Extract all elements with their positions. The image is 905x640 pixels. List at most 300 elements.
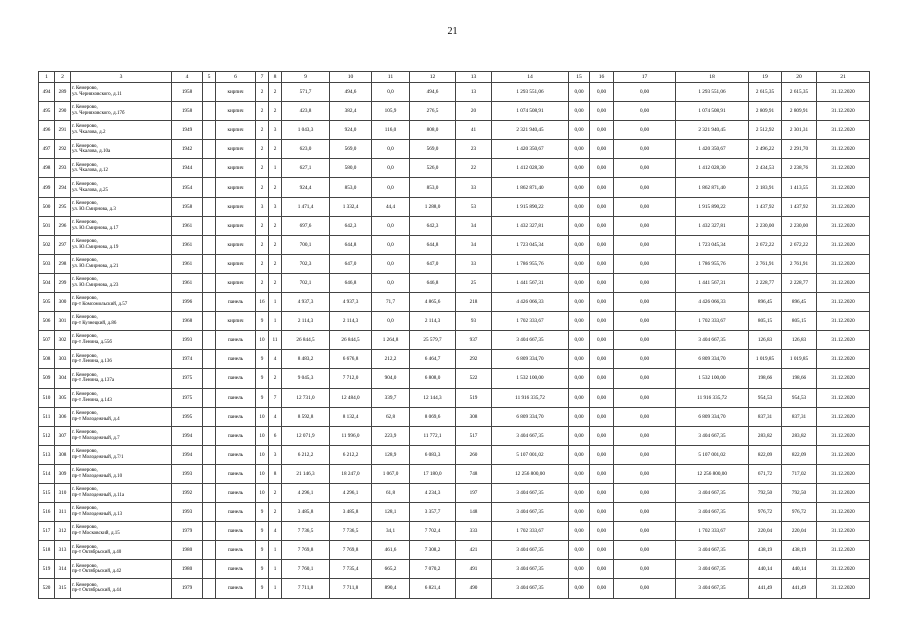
cell-c19: 2 672,22: [749, 235, 782, 254]
address-street: пр-т Молодежный, д.11а: [72, 493, 125, 499]
cell-c21: 31.12.2020: [817, 522, 870, 541]
cell-a11: 128,1: [372, 503, 410, 522]
cell-mat: панель: [216, 503, 256, 522]
cell-c21: 31.12.2020: [817, 369, 870, 388]
cell-c19: 2 183,91: [749, 178, 782, 197]
cell-c16: 0,00: [590, 350, 614, 369]
address-street: пр-т Московский, д.15: [72, 531, 120, 537]
cell-a12: 6 808,0: [410, 369, 456, 388]
cell-a12: 1 288,0: [410, 197, 456, 216]
cell-c19: 671,72: [749, 464, 782, 483]
cell-n: 518: [39, 541, 55, 560]
cell-n: 498: [39, 159, 55, 178]
cell-year: 1961: [172, 254, 203, 273]
cell-c13: 292: [456, 350, 492, 369]
table-row: [39, 388, 870, 407]
cell-c15: 0,00: [569, 464, 590, 483]
address-city: г. Кемерово,: [72, 582, 98, 588]
cell-c14: 1 441 567,31: [492, 273, 569, 292]
cell-year: 1975: [172, 369, 203, 388]
cell-c20: 2 291,70: [782, 140, 817, 159]
cell-c21: 31.12.2020: [817, 121, 870, 140]
cell-c18: 1 432 327,81: [676, 216, 749, 235]
cell-a11: 1 067,0: [372, 464, 410, 483]
cell-c16: 0,00: [590, 503, 614, 522]
address-city: г. Кемерово,: [72, 181, 98, 187]
cell-c13: 53: [456, 197, 492, 216]
address-cell: [71, 159, 172, 178]
address-cell: [71, 83, 172, 102]
cell-c5: [203, 102, 216, 121]
cell-a11: 0,0: [372, 83, 410, 102]
cell-c16: 0,00: [590, 426, 614, 445]
column-header: 12: [410, 72, 456, 83]
table-row: [39, 178, 870, 197]
cell-c13: 260: [456, 445, 492, 464]
cell-c19: 220,04: [749, 522, 782, 541]
cell-c13: 23: [456, 140, 492, 159]
cell-en: 3: [269, 197, 282, 216]
cell-c18: 1 862 871,40: [676, 178, 749, 197]
cell-mat: кирпич: [216, 178, 256, 197]
cell-c19: 2 230,00: [749, 216, 782, 235]
cell-c21: 31.12.2020: [817, 273, 870, 292]
cell-c5: [203, 235, 216, 254]
address-city: г. Кемерово,: [72, 105, 98, 111]
address-city: г. Кемерово,: [72, 487, 98, 493]
cell-c5: [203, 445, 216, 464]
cell-c14: 2 321 940,45: [492, 121, 569, 140]
address-city: г. Кемерово,: [72, 239, 98, 244]
cell-fl: 10: [256, 426, 269, 445]
cell-c15: 0,00: [569, 331, 590, 350]
address-street: ул. Чкалова, д.10а: [72, 149, 111, 155]
column-header: 1: [39, 72, 55, 83]
cell-c19: 954,53: [749, 388, 782, 407]
cell-mat: кирпич: [216, 235, 256, 254]
cell-n: 514: [39, 464, 55, 483]
cell-fl: 9: [256, 541, 269, 560]
cell-c19: 283,82: [749, 426, 782, 445]
cell-c17: 0,00: [614, 445, 676, 464]
cell-c17: 0,00: [614, 83, 676, 102]
cell-c13: 13: [456, 83, 492, 102]
address-cell: [71, 483, 172, 502]
cell-c15: 0,00: [569, 541, 590, 560]
address-street: ул. Чкалова, д.25: [72, 187, 108, 193]
cell-fl: 2: [256, 121, 269, 140]
cell-year: 1994: [172, 426, 203, 445]
cell-c21: 31.12.2020: [817, 254, 870, 273]
cell-c5: [203, 159, 216, 178]
table-row: [39, 503, 870, 522]
address-cell: [71, 140, 172, 159]
cell-c5: [203, 350, 216, 369]
cell-a11: 62,8: [372, 407, 410, 426]
cell-c17: 0,00: [614, 102, 676, 121]
cell-a10: 7 712,0: [330, 369, 372, 388]
address-city: г. Кемерово,: [72, 143, 98, 149]
cell-c16: 0,00: [590, 483, 614, 502]
cell-n: 513: [39, 445, 55, 464]
cell-c5: [203, 140, 216, 159]
cell-en: 1: [269, 312, 282, 331]
cell-year: 1961: [172, 216, 203, 235]
cell-n: 504: [39, 273, 55, 292]
cell-id: 308: [55, 445, 71, 464]
cell-c14: 11 916 335,72: [492, 388, 569, 407]
cell-n: 497: [39, 140, 55, 159]
cell-a9: 3 485,8: [282, 503, 330, 522]
column-header: 7: [256, 72, 269, 83]
cell-en: 2: [269, 235, 282, 254]
cell-c16: 0,00: [590, 522, 614, 541]
address-cell: [71, 235, 172, 254]
cell-c13: 33: [456, 178, 492, 197]
address-city: г. Кемерово,: [72, 391, 98, 397]
cell-year: 1974: [172, 350, 203, 369]
column-header: 16: [590, 72, 614, 83]
cell-c21: 31.12.2020: [817, 483, 870, 502]
cell-c20: 2 228,77: [782, 273, 817, 292]
cell-year: 1980: [172, 541, 203, 560]
cell-a9: 697,6: [282, 216, 330, 235]
cell-c13: 22: [456, 159, 492, 178]
cell-a12: 276,5: [410, 102, 456, 121]
cell-c20: 438,19: [782, 541, 817, 560]
cell-a9: 423,8: [282, 102, 330, 121]
cell-c18: 3 404 667,35: [676, 426, 749, 445]
cell-c14: 3 404 667,35: [492, 560, 569, 579]
cell-en: 6: [269, 426, 282, 445]
cell-fl: 2: [256, 140, 269, 159]
cell-c5: [203, 369, 216, 388]
address-street: пр-т Ленина, д.55б: [72, 340, 112, 346]
cell-c13: 25: [456, 273, 492, 292]
cell-mat: кирпич: [216, 197, 256, 216]
address-city: г. Кемерово,: [72, 525, 98, 531]
table-row: [39, 83, 870, 102]
cell-c19: 441,49: [749, 579, 782, 598]
address-city: г. Кемерово,: [72, 372, 98, 378]
address-city: г. Кемерово,: [72, 124, 98, 130]
cell-mat: панель: [216, 522, 256, 541]
cell-c21: 31.12.2020: [817, 293, 870, 312]
cell-c21: 31.12.2020: [817, 178, 870, 197]
cell-c13: 522: [456, 369, 492, 388]
cell-a10: 853,0: [330, 178, 372, 197]
cell-c21: 31.12.2020: [817, 83, 870, 102]
cell-c13: 34: [456, 216, 492, 235]
column-header: 17: [614, 72, 676, 83]
cell-a12: 808,0: [410, 121, 456, 140]
cell-en: 11: [269, 331, 282, 350]
cell-id: 299: [55, 273, 71, 292]
cell-n: 505: [39, 293, 55, 312]
cell-fl: 2: [256, 254, 269, 273]
cell-a10: 7 735,4: [330, 560, 372, 579]
column-header: 4: [172, 72, 203, 83]
cell-c14: 6 809 334,70: [492, 350, 569, 369]
address-street: ул. Чкалова, д.2: [72, 130, 106, 136]
cell-c21: 31.12.2020: [817, 216, 870, 235]
cell-a10: 642,3: [330, 216, 372, 235]
cell-c14: 3 404 667,35: [492, 503, 569, 522]
cell-c18: 2 321 940,45: [676, 121, 749, 140]
cell-a11: 890,4: [372, 579, 410, 598]
cell-n: 510: [39, 388, 55, 407]
cell-c15: 0,00: [569, 483, 590, 502]
cell-a11: 71,7: [372, 293, 410, 312]
cell-a10: 1 332,4: [330, 197, 372, 216]
cell-c19: 792,50: [749, 483, 782, 502]
cell-c13: 34: [456, 235, 492, 254]
cell-id: 312: [55, 522, 71, 541]
cell-a12: 853,0: [410, 178, 456, 197]
cell-mat: кирпич: [216, 273, 256, 292]
cell-c16: 0,00: [590, 102, 614, 121]
cell-a11: 665,2: [372, 560, 410, 579]
cell-c15: 0,00: [569, 522, 590, 541]
cell-fl: 2: [256, 235, 269, 254]
cell-mat: панель: [216, 560, 256, 579]
cell-a9: 700,1: [282, 235, 330, 254]
cell-c17: 0,00: [614, 178, 676, 197]
cell-a10: 2 114,3: [330, 312, 372, 331]
table-row: [39, 407, 870, 426]
cell-a10: 18 247,0: [330, 464, 372, 483]
cell-id: 313: [55, 541, 71, 560]
cell-c14: 1 532 100,00: [492, 369, 569, 388]
cell-c14: 1 786 955,76: [492, 254, 569, 273]
cell-c5: [203, 331, 216, 350]
cell-c19: 976,72: [749, 503, 782, 522]
cell-year: 1958: [172, 83, 203, 102]
address-cell: [71, 102, 172, 121]
cell-year: 1942: [172, 140, 203, 159]
cell-c15: 0,00: [569, 178, 590, 197]
cell-id: 310: [55, 483, 71, 502]
table-row: [39, 140, 870, 159]
address-city: г. Кемерово,: [72, 296, 98, 302]
cell-a10: 8 132,4: [330, 407, 372, 426]
column-header: 10: [330, 72, 372, 83]
cell-c14: 1 915 890,22: [492, 197, 569, 216]
cell-c18: 1 441 567,31: [676, 273, 749, 292]
cell-id: 301: [55, 312, 71, 331]
cell-a12: 25 579,7: [410, 331, 456, 350]
cell-a11: 0,0: [372, 178, 410, 197]
cell-n: 503: [39, 254, 55, 273]
cell-id: 298: [55, 254, 71, 273]
cell-fl: 10: [256, 483, 269, 502]
cell-year: 1944: [172, 159, 203, 178]
address-street: пр-т Ленина, д.143: [72, 397, 112, 403]
cell-c17: 0,00: [614, 121, 676, 140]
cell-a10: 644,8: [330, 235, 372, 254]
cell-c18: 3 404 667,35: [676, 483, 749, 502]
cell-a11: 339,7: [372, 388, 410, 407]
cell-en: 8: [269, 464, 282, 483]
cell-a12: 6 464,7: [410, 350, 456, 369]
cell-c15: 0,00: [569, 312, 590, 331]
address-street: ул. Ю.Смирнова, д.3: [72, 206, 116, 212]
cell-mat: кирпич: [216, 312, 256, 331]
cell-c16: 0,00: [590, 312, 614, 331]
cell-a12: 11 772,1: [410, 426, 456, 445]
cell-c18: 1 702 333,67: [676, 312, 749, 331]
cell-c15: 0,00: [569, 369, 590, 388]
cell-c5: [203, 312, 216, 331]
cell-c16: 0,00: [590, 178, 614, 197]
cell-c15: 0,00: [569, 254, 590, 273]
cell-c20: 1 437,92: [782, 197, 817, 216]
cell-en: 2: [269, 178, 282, 197]
cell-year: 1980: [172, 560, 203, 579]
cell-c20: 126,83: [782, 331, 817, 350]
cell-a11: 0,0: [372, 312, 410, 331]
cell-mat: панель: [216, 483, 256, 502]
cell-a9: 8 592,8: [282, 407, 330, 426]
cell-year: 1954: [172, 178, 203, 197]
cell-id: 300: [55, 293, 71, 312]
cell-c14: 6 809 334,70: [492, 407, 569, 426]
address-cell: [71, 312, 172, 331]
cell-en: 2: [269, 273, 282, 292]
cell-id: 293: [55, 159, 71, 178]
cell-c20: 220,04: [782, 522, 817, 541]
address-city: г. Кемерово,: [72, 258, 98, 264]
cell-year: 1994: [172, 445, 203, 464]
cell-en: 2: [269, 216, 282, 235]
cell-year: 1993: [172, 331, 203, 350]
address-cell: [71, 293, 172, 312]
cell-c15: 0,00: [569, 579, 590, 598]
cell-c14: 1 420 350,67: [492, 140, 569, 159]
cell-c16: 0,00: [590, 254, 614, 273]
cell-c17: 0,00: [614, 254, 676, 273]
cell-n: 515: [39, 483, 55, 502]
table-row: [39, 273, 870, 292]
address-cell: [71, 254, 172, 273]
cell-c15: 0,00: [569, 445, 590, 464]
cell-c18: 1 915 890,22: [676, 197, 749, 216]
cell-c20: 2 238,76: [782, 159, 817, 178]
address-city: г. Кемерово,: [72, 86, 98, 92]
cell-id: 302: [55, 331, 71, 350]
cell-a9: 924,4: [282, 178, 330, 197]
cell-c15: 0,00: [569, 102, 590, 121]
address-city: г. Кемерово,: [72, 449, 98, 455]
address-cell: [71, 331, 172, 350]
address-city: г. Кемерово,: [72, 544, 98, 550]
address-street: пр-т Октябрьский, д.42: [72, 569, 122, 575]
address-cell: [71, 426, 172, 445]
cell-a11: 0,0: [372, 254, 410, 273]
table-row: [39, 331, 870, 350]
cell-c17: 0,00: [614, 541, 676, 560]
cell-fl: 3: [256, 197, 269, 216]
cell-a9: 7 769,8: [282, 541, 330, 560]
cell-n: 507: [39, 331, 55, 350]
cell-a12: 6 083,3: [410, 445, 456, 464]
cell-c14: 1 702 333,67: [492, 312, 569, 331]
cell-a10: 7 769,8: [330, 541, 372, 560]
cell-c5: [203, 522, 216, 541]
cell-id: 292: [55, 140, 71, 159]
cell-c21: 31.12.2020: [817, 331, 870, 350]
column-header: 14: [492, 72, 569, 83]
cell-id: 311: [55, 503, 71, 522]
address-cell: [71, 388, 172, 407]
cell-fl: 9: [256, 312, 269, 331]
cell-c14: 3 404 667,35: [492, 579, 569, 598]
cell-c18: 1 723 045,34: [676, 235, 749, 254]
cell-a11: 44,4: [372, 197, 410, 216]
cell-c15: 0,00: [569, 388, 590, 407]
cell-id: 314: [55, 560, 71, 579]
cell-a12: 646,8: [410, 273, 456, 292]
cell-c17: 0,00: [614, 503, 676, 522]
address-street: ул. Ю.Смирнова, д.23: [72, 282, 119, 288]
address-city: г. Кемерово,: [72, 219, 98, 225]
cell-c21: 31.12.2020: [817, 426, 870, 445]
cell-c20: 792,50: [782, 483, 817, 502]
cell-fl: 9: [256, 522, 269, 541]
cell-c20: 822,09: [782, 445, 817, 464]
cell-c17: 0,00: [614, 273, 676, 292]
cell-c13: 20: [456, 102, 492, 121]
cell-c16: 0,00: [590, 216, 614, 235]
cell-c5: [203, 503, 216, 522]
cell-id: 291: [55, 121, 71, 140]
cell-c13: 333: [456, 522, 492, 541]
cell-a9: 627,1: [282, 159, 330, 178]
cell-a9: 8 483,2: [282, 350, 330, 369]
cell-c20: 2 761,91: [782, 254, 817, 273]
cell-c16: 0,00: [590, 331, 614, 350]
cell-en: 2: [269, 483, 282, 502]
cell-a11: 1 264,8: [372, 331, 410, 350]
address-cell: [71, 216, 172, 235]
cell-a12: 4 865,6: [410, 293, 456, 312]
cell-c20: 2 615,35: [782, 83, 817, 102]
cell-c16: 0,00: [590, 293, 614, 312]
cell-c14: 1 074 508,91: [492, 102, 569, 121]
cell-en: 2: [269, 503, 282, 522]
cell-year: 1961: [172, 235, 203, 254]
cell-en: 3: [269, 121, 282, 140]
table-row: [39, 350, 870, 369]
address-cell: [71, 522, 172, 541]
cell-en: 2: [269, 83, 282, 102]
cell-fl: 10: [256, 407, 269, 426]
address-city: г. Кемерово,: [72, 429, 98, 435]
cell-c20: 2 301,31: [782, 121, 817, 140]
cell-id: 309: [55, 464, 71, 483]
cell-year: 1979: [172, 579, 203, 598]
cell-a9: 6 212,2: [282, 445, 330, 464]
cell-a12: 8 069,6: [410, 407, 456, 426]
cell-n: 496: [39, 121, 55, 140]
cell-c19: 2 512,92: [749, 121, 782, 140]
cell-n: 501: [39, 216, 55, 235]
cell-c19: 837,31: [749, 407, 782, 426]
cell-c20: 441,49: [782, 579, 817, 598]
cell-c14: 1 862 871,40: [492, 178, 569, 197]
cell-fl: 2: [256, 273, 269, 292]
column-number-row: [39, 72, 870, 83]
